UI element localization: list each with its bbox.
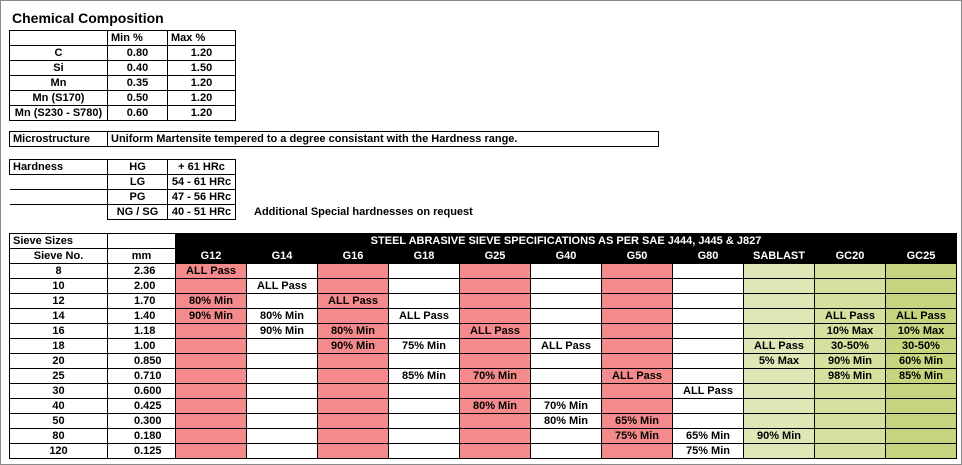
- spec-cell-gc20: [815, 444, 886, 459]
- hardness-value: 40 - 51 HRc: [168, 205, 236, 220]
- sieve-no-header: Sieve No.: [10, 249, 108, 264]
- spec-cell-g40: [531, 369, 602, 384]
- element-max: 1.20: [168, 91, 236, 106]
- spec-cell-gc25: [886, 384, 957, 399]
- spec-cell-g14: [247, 384, 318, 399]
- spec-cell-g14: [247, 339, 318, 354]
- spec-cell-g16: [318, 414, 389, 429]
- sieve-row: [10, 354, 957, 369]
- spec-cell-g50: [602, 384, 673, 399]
- spec-cell-g40: [531, 429, 602, 444]
- sieve-mm: 0.850: [108, 354, 176, 369]
- spec-cell-g50: [602, 279, 673, 294]
- spec-cell-g25: [460, 384, 531, 399]
- spec-cell-g12: [176, 354, 247, 369]
- sieve-header-row: [10, 249, 957, 264]
- sieve-spec-title: STEEL ABRASIVE SIEVE SPECIFICATIONS AS PER SAE J444, J445 & J827: [176, 234, 957, 249]
- spec-cell-g16: [318, 264, 389, 279]
- spec-cell-g16: [318, 384, 389, 399]
- spec-cell-g25: 70% Min: [460, 369, 531, 384]
- spec-cell-g25: [460, 309, 531, 324]
- sieve-number: 50: [10, 414, 108, 429]
- composition-row: [10, 46, 236, 61]
- spec-cell-gc20: 30-50%: [815, 339, 886, 354]
- spec-cell-g40: 70% Min: [531, 399, 602, 414]
- spec-cell-gc25: 10% Max: [886, 324, 957, 339]
- sieve-mm: 0.425: [108, 399, 176, 414]
- hardness-row: [10, 190, 236, 205]
- spec-cell-g14: [247, 369, 318, 384]
- element-max: 1.50: [168, 61, 236, 76]
- composition-header-0: [10, 31, 108, 46]
- spec-cell-g16: [318, 444, 389, 459]
- grade-header-g50: G50: [602, 249, 673, 264]
- sieve-row: [10, 294, 957, 309]
- composition-header-2: Max %: [168, 31, 236, 46]
- spec-cell-g25: [460, 264, 531, 279]
- microstructure-label: Microstructure: [10, 132, 108, 147]
- spec-cell-g12: ALL Pass: [176, 264, 247, 279]
- sieve-row: [10, 429, 957, 444]
- sieve-row: [10, 444, 957, 459]
- element-min: 0.50: [108, 91, 168, 106]
- hardness-row: [10, 175, 236, 190]
- spec-cell-g50: [602, 444, 673, 459]
- composition-row: [10, 91, 236, 106]
- spec-cell-g25: [460, 279, 531, 294]
- spec-cell-g25: [460, 354, 531, 369]
- spec-cell-g16: [318, 369, 389, 384]
- grade-header-g18: G18: [389, 249, 460, 264]
- spec-cell-g14: [247, 429, 318, 444]
- element-name: Mn (S230 - S780): [10, 106, 108, 121]
- composition-row: [10, 106, 236, 121]
- spec-cell-g18: ALL Pass: [389, 309, 460, 324]
- spec-cell-g25: 80% Min: [460, 399, 531, 414]
- sieve-sizes-label: Sieve Sizes: [10, 234, 108, 249]
- sieve-number: 30: [10, 384, 108, 399]
- spec-cell-gc20: [815, 384, 886, 399]
- element-max: 1.20: [168, 76, 236, 91]
- spec-cell-g80: [673, 399, 744, 414]
- sieve-mm: 0.600: [108, 384, 176, 399]
- composition-table: [9, 30, 236, 121]
- spec-cell-g80: [673, 369, 744, 384]
- spec-cell-sablast: [744, 444, 815, 459]
- spec-cell-gc25: ALL Pass: [886, 309, 957, 324]
- hardness-table: [9, 159, 236, 220]
- grade-header-gc25: GC25: [886, 249, 957, 264]
- element-min: 0.60: [108, 106, 168, 121]
- spec-cell-g14: 90% Min: [247, 324, 318, 339]
- sieve-mm: 0.300: [108, 414, 176, 429]
- spec-cell-gc25: 30-50%: [886, 339, 957, 354]
- spec-cell-gc25: 85% Min: [886, 369, 957, 384]
- spec-cell-g12: [176, 399, 247, 414]
- spec-cell-g16: [318, 429, 389, 444]
- hardness-blank: [10, 205, 108, 220]
- sieve-row: [10, 384, 957, 399]
- spec-cell-gc25: 60% Min: [886, 354, 957, 369]
- spec-cell-gc25: [886, 264, 957, 279]
- spec-cell-gc20: ALL Pass: [815, 309, 886, 324]
- hardness-note: Additional Special hardnesses on request: [254, 206, 473, 218]
- hardness-value: 54 - 61 HRc: [168, 175, 236, 190]
- grade-header-g14: G14: [247, 249, 318, 264]
- grade-header-g80: G80: [673, 249, 744, 264]
- spec-cell-g40: [531, 264, 602, 279]
- page-title: Chemical Composition: [12, 10, 164, 26]
- spec-cell-g14: [247, 399, 318, 414]
- spec-cell-g40: [531, 279, 602, 294]
- spec-cell-g50: [602, 309, 673, 324]
- sieve-row: [10, 414, 957, 429]
- spec-cell-g12: 90% Min: [176, 309, 247, 324]
- sieve-mm: 2.36: [108, 264, 176, 279]
- element-name: C: [10, 46, 108, 61]
- element-max: 1.20: [168, 106, 236, 121]
- grade-header-g25: G25: [460, 249, 531, 264]
- spec-cell-g50: [602, 294, 673, 309]
- sieve-number: 40: [10, 399, 108, 414]
- spec-cell-g50: [602, 264, 673, 279]
- spec-cell-sablast: [744, 369, 815, 384]
- hardness-blank: [10, 175, 108, 190]
- spec-cell-gc25: [886, 279, 957, 294]
- spec-cell-g18: [389, 264, 460, 279]
- grade-header-g12: G12: [176, 249, 247, 264]
- spec-cell-sablast: [744, 414, 815, 429]
- spec-cell-g25: [460, 339, 531, 354]
- sieve-mm: 0.125: [108, 444, 176, 459]
- sieve-row: [10, 339, 957, 354]
- spec-cell-g25: ALL Pass: [460, 324, 531, 339]
- spec-cell-g14: [247, 294, 318, 309]
- spec-cell-g25: [460, 294, 531, 309]
- sieve-number: 12: [10, 294, 108, 309]
- spec-cell-g18: [389, 324, 460, 339]
- sieve-sizes-blank: [108, 234, 176, 249]
- sieve-row: [10, 369, 957, 384]
- spec-cell-gc25: [886, 444, 957, 459]
- spec-cell-g50: [602, 354, 673, 369]
- grade-header-g16: G16: [318, 249, 389, 264]
- spec-cell-g12: [176, 384, 247, 399]
- sieve-number: 20: [10, 354, 108, 369]
- spec-cell-g18: [389, 354, 460, 369]
- spec-cell-g50: 75% Min: [602, 429, 673, 444]
- spec-cell-g40: [531, 309, 602, 324]
- spec-cell-g18: [389, 279, 460, 294]
- spec-cell-g14: ALL Pass: [247, 279, 318, 294]
- spec-cell-gc25: [886, 414, 957, 429]
- spec-cell-gc25: [886, 294, 957, 309]
- sieve-row: [10, 399, 957, 414]
- sieve-number: 8: [10, 264, 108, 279]
- spec-cell-g16: [318, 399, 389, 414]
- spec-cell-g18: [389, 384, 460, 399]
- spec-cell-g18: [389, 399, 460, 414]
- sieve-row: [10, 264, 957, 279]
- sieve-mm-header: mm: [108, 249, 176, 264]
- spec-cell-g80: [673, 264, 744, 279]
- spec-cell-gc20: [815, 279, 886, 294]
- sieve-mm: 1.70: [108, 294, 176, 309]
- spec-cell-sablast: [744, 384, 815, 399]
- hardness-blank: [10, 190, 108, 205]
- element-max: 1.20: [168, 46, 236, 61]
- spec-cell-g80: [673, 339, 744, 354]
- composition-row: [10, 61, 236, 76]
- spec-cell-g50: 65% Min: [602, 414, 673, 429]
- spec-cell-g12: [176, 339, 247, 354]
- spec-cell-g40: [531, 294, 602, 309]
- sieve-mm: 1.40: [108, 309, 176, 324]
- sieve-spec-table: [9, 233, 957, 459]
- spec-cell-g16: [318, 309, 389, 324]
- microstructure-value: Uniform Martensite tempered to a degree consistant with the Hardness range.: [108, 132, 659, 147]
- spec-cell-sablast: 90% Min: [744, 429, 815, 444]
- hardness-row: [10, 205, 236, 220]
- spec-cell-g16: [318, 279, 389, 294]
- spec-cell-g40: [531, 444, 602, 459]
- spec-cell-g18: 75% Min: [389, 339, 460, 354]
- spec-cell-g12: [176, 414, 247, 429]
- composition-header-row: [10, 31, 236, 46]
- spec-cell-g14: [247, 354, 318, 369]
- sieve-number: 10: [10, 279, 108, 294]
- spec-cell-sablast: ALL Pass: [744, 339, 815, 354]
- spec-cell-g12: [176, 369, 247, 384]
- spec-cell-gc25: [886, 399, 957, 414]
- element-name: Mn (S170): [10, 91, 108, 106]
- spec-cell-g18: [389, 294, 460, 309]
- hardness-grade: NG / SG: [108, 205, 168, 220]
- spec-cell-sablast: 5% Max: [744, 354, 815, 369]
- element-min: 0.80: [108, 46, 168, 61]
- spec-cell-g40: ALL Pass: [531, 339, 602, 354]
- spec-cell-sablast: [744, 279, 815, 294]
- spec-cell-g80: [673, 354, 744, 369]
- spec-cell-g18: [389, 429, 460, 444]
- sieve-number: 16: [10, 324, 108, 339]
- sieve-number: 120: [10, 444, 108, 459]
- spec-cell-gc20: [815, 294, 886, 309]
- spec-cell-gc20: 10% Max: [815, 324, 886, 339]
- spec-cell-g40: [531, 324, 602, 339]
- spec-cell-g25: [460, 444, 531, 459]
- spec-cell-g80: [673, 294, 744, 309]
- spec-cell-g16: ALL Pass: [318, 294, 389, 309]
- element-min: 0.35: [108, 76, 168, 91]
- hardness-row: [10, 160, 236, 175]
- grade-header-sablast: SABLAST: [744, 249, 815, 264]
- spec-cell-g14: [247, 414, 318, 429]
- spec-cell-g40: [531, 384, 602, 399]
- spec-cell-g80: [673, 324, 744, 339]
- spec-cell-g50: ALL Pass: [602, 369, 673, 384]
- sieve-number: 25: [10, 369, 108, 384]
- element-name: Si: [10, 61, 108, 76]
- sieve-mm: 0.710: [108, 369, 176, 384]
- spec-cell-gc20: 90% Min: [815, 354, 886, 369]
- spec-cell-g80: ALL Pass: [673, 384, 744, 399]
- hardness-value: + 61 HRc: [168, 160, 236, 175]
- spec-cell-g80: [673, 414, 744, 429]
- sieve-mm: 2.00: [108, 279, 176, 294]
- spec-cell-g18: 85% Min: [389, 369, 460, 384]
- hardness-grade: PG: [108, 190, 168, 205]
- spec-cell-g14: [247, 264, 318, 279]
- sieve-number: 80: [10, 429, 108, 444]
- grade-header-gc20: GC20: [815, 249, 886, 264]
- spec-cell-g50: [602, 399, 673, 414]
- spec-cell-g40: [531, 354, 602, 369]
- sieve-number: 14: [10, 309, 108, 324]
- spec-cell-g12: [176, 324, 247, 339]
- spec-cell-g12: [176, 279, 247, 294]
- spec-cell-g80: [673, 309, 744, 324]
- composition-row: [10, 76, 236, 91]
- spec-cell-g50: [602, 324, 673, 339]
- sieve-mm: 0.180: [108, 429, 176, 444]
- spec-cell-g80: [673, 279, 744, 294]
- spec-cell-gc20: 98% Min: [815, 369, 886, 384]
- spec-cell-sablast: [744, 294, 815, 309]
- spec-cell-gc20: [815, 414, 886, 429]
- sieve-row: [10, 324, 957, 339]
- spec-cell-g40: 80% Min: [531, 414, 602, 429]
- composition-header-1: Min %: [108, 31, 168, 46]
- spec-cell-sablast: [744, 399, 815, 414]
- hardness-label: Hardness: [10, 160, 108, 175]
- sieve-mm: 1.00: [108, 339, 176, 354]
- spec-cell-sablast: [744, 264, 815, 279]
- spec-cell-sablast: [744, 324, 815, 339]
- hardness-grade: LG: [108, 175, 168, 190]
- spec-cell-gc20: [815, 429, 886, 444]
- sieve-row: [10, 279, 957, 294]
- spec-cell-gc25: [886, 429, 957, 444]
- hardness-grade: HG: [108, 160, 168, 175]
- hardness-value: 47 - 56 HRc: [168, 190, 236, 205]
- element-min: 0.40: [108, 61, 168, 76]
- spec-cell-g18: [389, 414, 460, 429]
- spec-cell-g12: [176, 429, 247, 444]
- spec-cell-g16: [318, 354, 389, 369]
- spec-cell-g14: 80% Min: [247, 309, 318, 324]
- spec-cell-gc20: [815, 264, 886, 279]
- element-name: Mn: [10, 76, 108, 91]
- spec-cell-g80: 75% Min: [673, 444, 744, 459]
- spec-cell-g12: 80% Min: [176, 294, 247, 309]
- spec-cell-gc20: [815, 399, 886, 414]
- microstructure-table: [9, 131, 659, 147]
- sieve-row: [10, 309, 957, 324]
- spec-cell-g25: [460, 414, 531, 429]
- spec-cell-sablast: [744, 309, 815, 324]
- sieve-number: 18: [10, 339, 108, 354]
- spec-cell-g16: 80% Min: [318, 324, 389, 339]
- spec-cell-g50: [602, 339, 673, 354]
- spec-cell-g16: 90% Min: [318, 339, 389, 354]
- spec-cell-g18: [389, 444, 460, 459]
- sieve-mm: 1.18: [108, 324, 176, 339]
- grade-header-g40: G40: [531, 249, 602, 264]
- spec-cell-g12: [176, 444, 247, 459]
- spec-cell-g25: [460, 429, 531, 444]
- spec-cell-g80: 65% Min: [673, 429, 744, 444]
- spec-cell-g14: [247, 444, 318, 459]
